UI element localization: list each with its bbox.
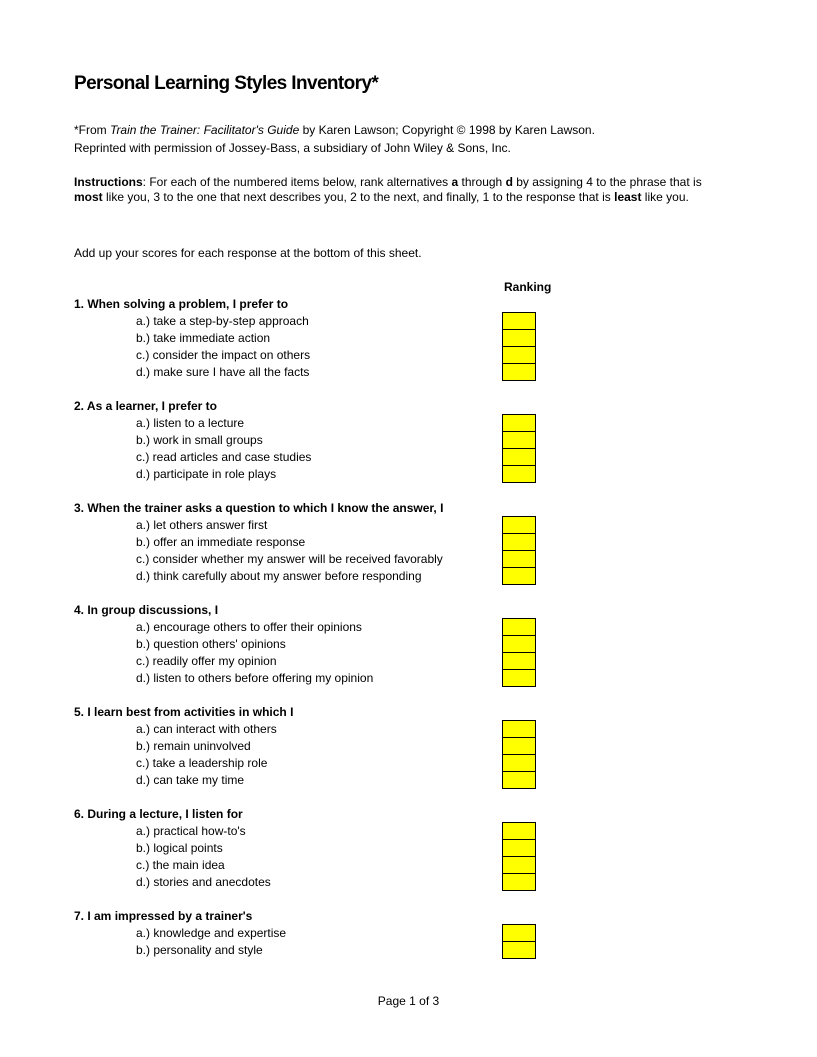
option-2a: a.) listen to a lecture: [136, 416, 245, 430]
instructions-text: by assigning 4 to the phrase that is: [512, 175, 702, 189]
option-3b: b.) offer an immediate response: [136, 535, 306, 549]
option-3d: d.) think carefully about my answer before responding: [136, 569, 422, 583]
option-1c: c.) consider the impact on others: [136, 348, 311, 362]
option-5b: b.) remain uninvolved: [136, 739, 251, 753]
ranking-cell-5b[interactable]: [502, 737, 536, 755]
ranking-cell-6c[interactable]: [502, 856, 536, 874]
instructions-text: like you, 3 to the one that next describes you, 2 to the next, and finally, 1 to the response that is: [102, 190, 615, 204]
source-suffix: by Karen Lawson; Copyright © 1998 by Karen Lawson.: [299, 123, 595, 137]
source-line-2: Reprinted with permission of Jossey-Bass, a subsidiary of John Wiley & Sons, Inc.: [74, 141, 511, 155]
option-1d: d.) make sure I have all the facts: [136, 365, 310, 379]
option-1b: b.) take immediate action: [136, 331, 271, 345]
page-title: Personal Learning Styles Inventory*: [74, 73, 379, 94]
option-5d: d.) can take my time: [136, 773, 245, 787]
ranking-cell-1d[interactable]: [502, 363, 536, 381]
source-citation: [74, 121, 595, 157]
option-6b: b.) logical points: [136, 841, 223, 855]
instructions-bold: a: [451, 175, 459, 189]
ranking-cell-2a[interactable]: [502, 414, 536, 432]
question-1: 1. When solving a problem, I prefer to: [74, 297, 289, 311]
instructions-bold: most: [74, 190, 103, 204]
instructions-text: : For each of the numbered items below, rank alternatives: [142, 175, 452, 189]
add-up-note: Add up your scores for each response at the bottom of this sheet.: [74, 246, 422, 260]
ranking-cell-3b[interactable]: [502, 533, 536, 551]
instructions-text: like you.: [641, 190, 689, 204]
option-4d: d.) listen to others before offering my opinion: [136, 671, 374, 685]
instructions-bold: least: [614, 190, 642, 204]
option-7a: a.) knowledge and expertise: [136, 926, 287, 940]
question-5: 5. I learn best from activities in which I: [74, 705, 294, 719]
ranking-cell-3d[interactable]: [502, 567, 536, 585]
ranking-cell-2d[interactable]: [502, 465, 536, 483]
ranking-cell-4b[interactable]: [502, 635, 536, 653]
ranking-cell-5a[interactable]: [502, 720, 536, 738]
ranking-cell-6a[interactable]: [502, 822, 536, 840]
ranking-cell-2c[interactable]: [502, 448, 536, 466]
option-3c: c.) consider whether my answer will be received favorably: [136, 552, 443, 566]
option-6d: d.) stories and anecdotes: [136, 875, 271, 889]
book-title: Train the Trainer: Facilitator's Guide: [110, 123, 300, 137]
ranking-cell-6d[interactable]: [502, 873, 536, 891]
ranking-cell-5c[interactable]: [502, 754, 536, 772]
question-3: 3. When the trainer asks a question to which I know the answer, I: [74, 501, 444, 515]
option-4c: c.) readily offer my opinion: [136, 654, 277, 668]
option-2b: b.) work in small groups: [136, 433, 263, 447]
question-7: 7. I am impressed by a trainer's: [74, 909, 253, 923]
option-6c: c.) the main idea: [136, 858, 225, 872]
option-2d: d.) participate in role plays: [136, 467, 277, 481]
ranking-cell-2b[interactable]: [502, 431, 536, 449]
option-5a: a.) can interact with others: [136, 722, 277, 736]
question-6: 6. During a lecture, I listen for: [74, 807, 243, 821]
instructions: [74, 175, 714, 205]
question-2: 2. As a learner, I prefer to: [74, 399, 217, 413]
ranking-cell-5d[interactable]: [502, 771, 536, 789]
instructions-label: Instructions: [74, 175, 143, 189]
ranking-cell-4c[interactable]: [502, 652, 536, 670]
question-4: 4. In group discussions, I: [74, 603, 219, 617]
ranking-cell-3a[interactable]: [502, 516, 536, 534]
option-2c: c.) read articles and case studies: [136, 450, 312, 464]
option-7b: b.) personality and style: [136, 943, 263, 957]
ranking-cell-3c[interactable]: [502, 550, 536, 568]
option-6a: a.) practical how-to's: [136, 824, 246, 838]
ranking-cell-7a[interactable]: [502, 924, 536, 942]
ranking-cell-1c[interactable]: [502, 346, 536, 364]
option-1a: a.) take a step-by-step approach: [136, 314, 309, 328]
page-number: Page 1 of 3: [377, 994, 440, 1008]
source-line-1: [74, 121, 595, 139]
option-4b: b.) question others' opinions: [136, 637, 286, 651]
option-3a: a.) let others answer first: [136, 518, 268, 532]
ranking-header: Ranking: [504, 280, 552, 294]
instructions-text: through: [458, 175, 506, 189]
instructions-bold: d: [505, 175, 513, 189]
ranking-cell-7b[interactable]: [502, 941, 536, 959]
option-4a: a.) encourage others to offer their opinions: [136, 620, 362, 634]
ranking-cell-4a[interactable]: [502, 618, 536, 636]
source-prefix: *From: [74, 123, 110, 137]
ranking-cell-1b[interactable]: [502, 329, 536, 347]
option-5c: c.) take a leadership role: [136, 756, 268, 770]
ranking-cell-1a[interactable]: [502, 312, 536, 330]
ranking-cell-4d[interactable]: [502, 669, 536, 687]
ranking-cell-6b[interactable]: [502, 839, 536, 857]
